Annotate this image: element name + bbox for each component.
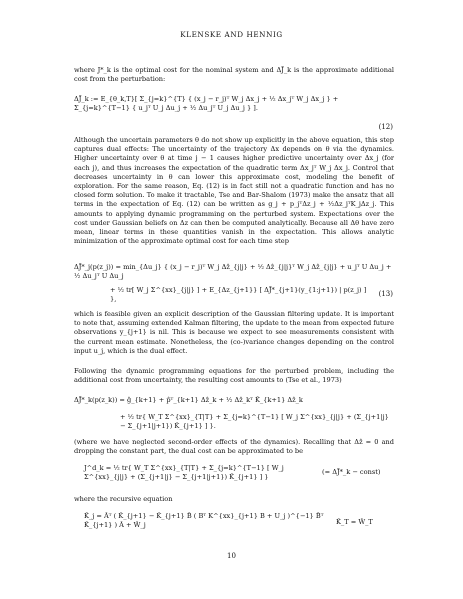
paragraph-3: which is feasible given an explicit description of the Gaussian filtering update. It is important to note that, assuming extended Kalman filtering, the update to the mean from expected future observations y_{j+1} is nil. This is because we expect to see measurements consistent with the current mean estimate. Nonetheless, the (co-)variance changes depending on the control input u_j, which is the dual effect. xyxy=(74,310,394,355)
equation-15-note: (= ΔJ̃*_k − const) xyxy=(322,468,381,476)
equation-13-line-2: + ½ tr[ W_j Σ^{xx}_{j|j} ] + E_{Δz_{j+1}} [ ΔJ̃*_{j+1}(y_{1:j+1}) | p(z_j) ] }, xyxy=(110,286,367,303)
equation-16-terminal: K̂_T = Ŵ_T xyxy=(336,518,373,526)
equation-14-line-1: ΔJ̃*_k(p(z_k)) = ĝ_{k+1} + p̂ᵀ_{k+1} Δẑ_k + ½ Δẑ_kᵀ K̂_{k+1} Δẑ_k xyxy=(74,396,303,404)
equation-12-number: (12) xyxy=(378,123,393,131)
running-header: KLENSKE AND HENNIG xyxy=(180,30,283,39)
equation-15: J^d_k = ½ tr{ W_T Σ^{xx}_{T|T} + Σ_{j=k}^{T−1} [ W_j Σ^{xx}_{j|j} + (Σ_{j+1|j} − Σ_{j+1|j+1}) K̂_{j+1} ] } xyxy=(84,464,284,481)
equation-13-number: (13) xyxy=(378,290,393,298)
paragraph-6: where the recursive equation xyxy=(74,495,173,503)
paragraph-2: Although the uncertain parameters θ do not show up explicitly in the above equation, this step captures dual effects: The uncertainty of the trajectory Δx depends on θ via the dynamics. Higher uncertainty over θ at time j − 1 causes higher predictive uncertainty over Δx_j (for each j), and thus increases the expectation of the quadratic term Δx_jᵀ W_j Δx_j. Control that decreases uncertainty in θ can lower this approximate cost, modeling the benefit of exploration. For the same reason, Eq. (12) is in fact still not a quadratic function and has no closed form solution. To make it tractable, Tse and Bar-Shalom (1973) make the ansatz that all terms in the expectation of Eq. (12) can be written as g_j + p_jᵀΔz_j + ½Δz_jᵀK_jΔz_j. This amounts to applying dynamic programming on the perturbed system. Expectations over the cost under Gaussian beliefs on Δz can then be computed analytically. Because all Δθ have zero mean, linear terms in these quantities vanish in the expectation. This allows analytic minimization of the approximate optimal cost for each time step xyxy=(74,136,394,246)
paragraph-1: where J*_k is the optimal cost for the nominal system and ΔJ̃_k is the approximate additional cost from the perturbation: xyxy=(74,66,394,84)
equation-16: K̂_j = Âᵀ ( K̂_{j+1} − K̂_{j+1} B̂ ( Bᵀ K^{xx}_{j+1} B + U_j )^{−1} B̂ᵀ K̂_{j+1} ) Â + Ŵ_j xyxy=(84,512,324,529)
equation-14-line-2: + ½ tr{ W_T Σ^{xx}_{T|T} + Σ_{j=k}^{T−1} [ W_j Σ^{xx}_{j|j} + (Σ_{j+1|j} − Σ_{j+1|j+1}) K̂_{j+1} ] }. xyxy=(120,413,389,430)
paragraph-5: (where we have neglected second-order effects of the dynamics). Recalling that Δẑ = 0 and dropping the constant part, the dual cost can be approximated to be xyxy=(74,438,394,456)
page-number: 10 xyxy=(227,552,236,560)
equation-13-line-1: ΔJ̃*_j(p(z_j)) = min_{Δu_j} { (x_j − r_j)ᵀ W_j Δẑ_{j|j} + ½ Δẑ_{j|j}ᵀ W_j Δẑ_{j|j} + u_jᵀ U Δu_j + ½ Δu_jᵀ U Δu_j xyxy=(74,263,392,280)
paragraph-4: Following the dynamic programming equations for the perturbed problem, including the additional cost from uncertainty, the resulting cost amounts to (Tse et al., 1973) xyxy=(74,367,394,385)
equation-12: ΔJ̃_k := E_{θ_k,T}[ Σ_{j=k}^{T} { (x_j − r_j)ᵀ W_j Δx_j + ½ Δx_jᵀ W_j Δx_j } + Σ_{j=k}^{T−1} { u_jᵀ U_j Δu_j + ½ Δu_jᵀ U_j Δu_j } ]. xyxy=(74,95,339,112)
